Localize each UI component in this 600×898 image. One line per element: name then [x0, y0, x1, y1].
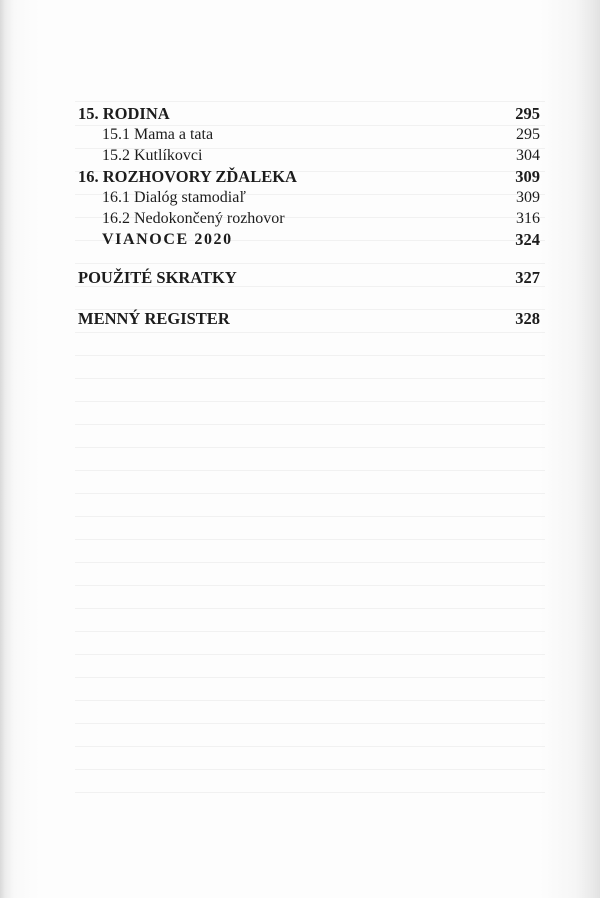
toc-entry-title: 16.1 Dialóg stamodiaľ [102, 189, 246, 206]
toc-entry-title: POUŽITÉ SKRATKY [78, 268, 237, 287]
toc-entry-section-15-1 [78, 124, 540, 145]
toc-entry-page: 316 [516, 210, 540, 227]
toc-entry-page: 309 [515, 167, 540, 186]
toc-entry-section-16-1 [78, 187, 540, 208]
toc-entry-page: 304 [516, 147, 540, 164]
toc-entry-page: 328 [515, 309, 540, 328]
toc-entry-page: 295 [515, 104, 540, 123]
toc-entry-page: 324 [515, 230, 540, 249]
toc-entry-title: 15.2 Kutlíkovci [102, 147, 203, 164]
toc-entry-abbreviations [78, 267, 540, 288]
toc-entry-section-16-2 [78, 208, 540, 229]
toc-entry-page: 327 [515, 268, 540, 287]
toc-entry-chapter-15 [78, 103, 540, 124]
toc-entry-title: 16.2 Nedokončený rozhovor [102, 210, 285, 227]
toc-entry-page: 295 [516, 126, 540, 143]
toc-entry-name-index [78, 308, 540, 329]
toc-entry-title: 15.1 Mama a tata [102, 126, 214, 143]
table-of-contents [78, 103, 540, 329]
toc-entry-section-15-2 [78, 145, 540, 166]
toc-entry-title: MENNÝ REGISTER [78, 309, 230, 328]
toc-entry-chapter-16 [78, 166, 540, 187]
toc-entry-vianoce [78, 229, 540, 250]
toc-entry-title: 16. ROZHOVORY ZĎALEKA [78, 167, 297, 186]
toc-entry-title: VIANOCE 2020 [102, 231, 233, 248]
toc-entry-title: 15. RODINA [78, 104, 170, 123]
toc-entry-page: 309 [516, 189, 540, 206]
